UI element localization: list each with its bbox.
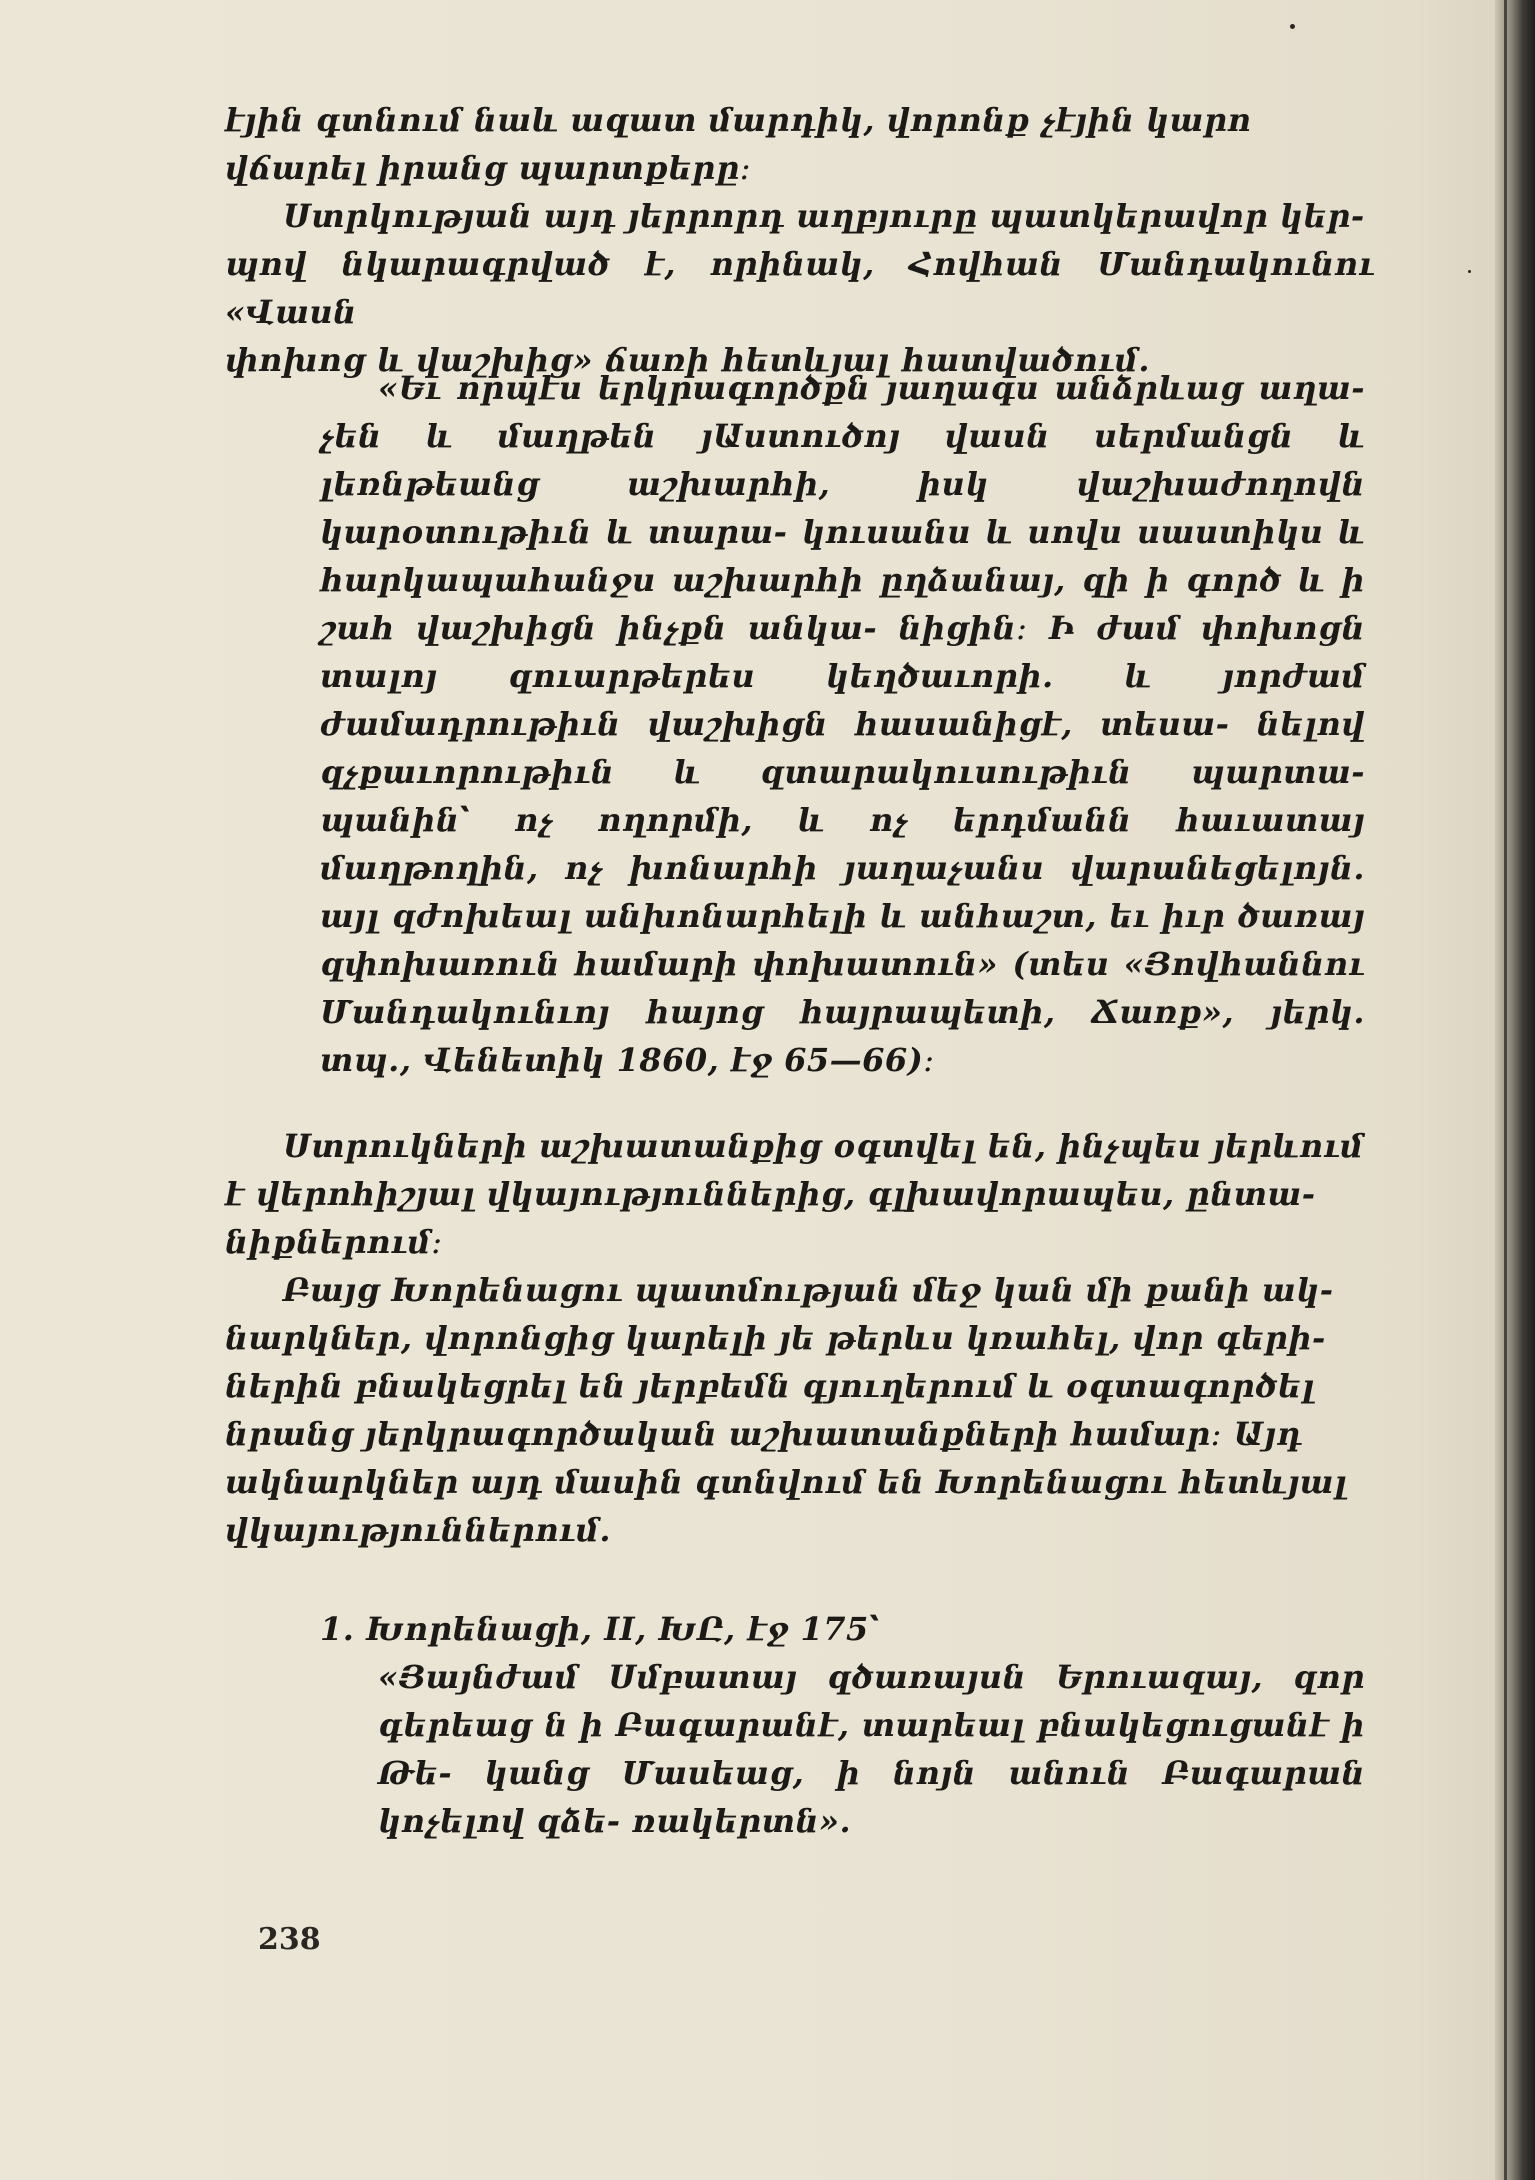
paragraph-mid xyxy=(225,1122,1375,1554)
ink-speck xyxy=(1290,24,1295,29)
paragraph-top-line: պով նկարագրված է, որինակ, Հովհան Մանդակունու «Վասն xyxy=(225,245,1375,331)
paragraph-mid-line: նրանց յերկրագործական աշխատանքների համար։ Այդ xyxy=(225,1415,1303,1453)
paragraph-mid-line: ներին բնակեցրել են յերբեմն գյուղերում և օգտագործել xyxy=(225,1367,1315,1405)
paragraph-mid-line: ակնարկներ այդ մասին գտնվում են Խորենացու հետևյալ xyxy=(225,1463,1348,1501)
ink-speck xyxy=(1468,270,1471,273)
paragraph-top-line: էյին գտնում նաև ազատ մարդիկ, վորոնք չէյին կարո xyxy=(225,101,1252,139)
spine-edge xyxy=(1504,0,1507,2180)
paragraph-top-line: փոխոց և վաշխից» ճառի հետևյալ հատվածում. xyxy=(225,341,1151,379)
list-item-heading: 1. Խորենացի, II, ԽԸ, էջ 175՝ xyxy=(320,1610,880,1648)
book-spine xyxy=(1495,0,1535,2180)
page-number: 238 xyxy=(258,1922,321,1957)
list-item xyxy=(320,1605,1365,1845)
quote-text xyxy=(320,364,1365,1084)
paragraph-mid-line: նարկներ, վորոնցից կարելի յե թերևս կռահել, վոր գերի- xyxy=(225,1319,1326,1357)
paragraph-mid-line: Ստրուկների աշխատանքից օգտվել են, ինչպես յերևում xyxy=(283,1127,1364,1165)
quote-body: «Եւ որպէս երկրագործքն յաղագս անձրևաց աղա- չեն և մաղթեն յԱստուծոյ վասն սերմանցն և լեռնթեանց աշխարհի, իսկ վաշխաժողովն կարօտութիւն և տարա- կուսանս և սովս սաստիկս և հարկապահանջս աշխարհի ըղձանայ, զի ի գործ և ի շահ վաշխիցն ինչքն անկա- նիցին։ Ի ժամ փոխոցն տալոյ զուարթերես կեղծաւորի. և յորժամ ժամադրութիւն վաշխիցն հասանիցէ, տեսա- նելով զչքաւորութիւն և զտարակուսութիւն պարտա- պանին՝ ոչ ողորմի, և ոչ երդմանն հաւատայ մաղթողին, ոչ խոնարհի յաղաչանս վարանեցելոյն. այլ զժոխեալ անխոնարհելի և անհաշտ, եւ իւր ծառայ զփոխառուն համարի փոխատուն» xyxy=(320,369,1365,983)
paragraph-mid-line: վկայություններում. xyxy=(225,1511,611,1549)
paragraph-top-line: վճարել իրանց պարտքերը։ xyxy=(225,149,752,187)
list-item-quote: «Յայնժամ Սմբատայ զծառայսն Երուազայ, զոր գերեաց ն ի Բագարանէ, տարեալ բնակեցուցանէ ի Թե- կանց Մասեաց, ի նոյն անուն Բագարան կոչելով զձե- ռակերտն». xyxy=(378,1658,1365,1840)
quote-block xyxy=(320,364,1365,1084)
paragraph-mid-line: նիքներում։ xyxy=(225,1223,443,1261)
paragraph-top xyxy=(225,96,1375,384)
paragraph-mid-line: է վերոհիշյալ վկայություններից, գլխավորապես, ընտա- xyxy=(225,1175,1316,1213)
quote-source: (տես «Յովհաննու Մանդակունւոյ հայոց հայրապետի, Ճառք», յերկ. տպ., Վենետիկ 1860, էջ 65—66)։ xyxy=(320,945,1365,1079)
paragraph-mid-line: Բայց Խորենացու պատմության մեջ կան մի քանի ակ- xyxy=(283,1271,1334,1309)
paragraph-top-line: Ստրկության այդ յերրորդ աղբյուրը պատկերավոր կեր- xyxy=(283,197,1365,235)
